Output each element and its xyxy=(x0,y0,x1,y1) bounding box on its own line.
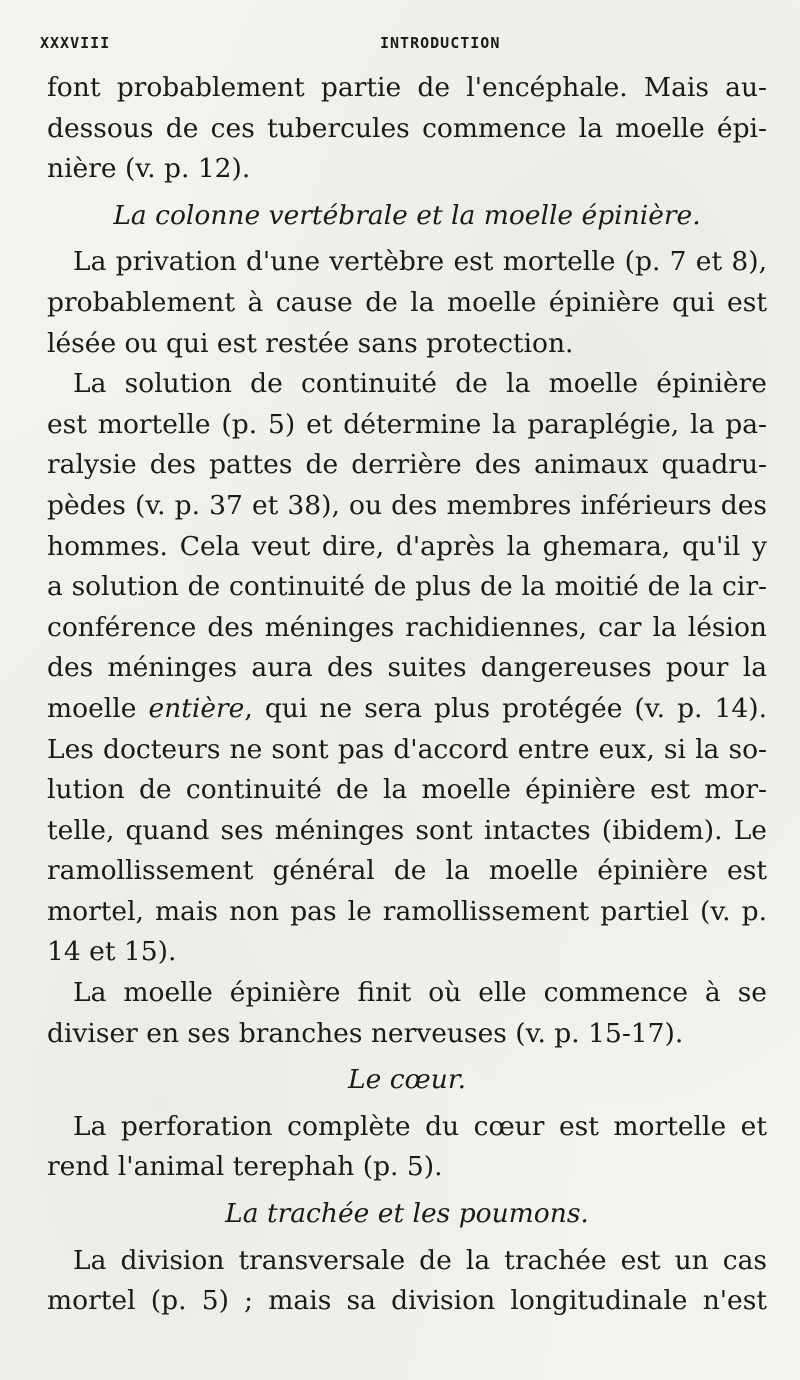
text-line: mortel, mais non pas le ramollissement partiel (v. p. xyxy=(47,895,767,927)
page-header xyxy=(40,34,760,58)
body-text xyxy=(47,68,767,1322)
text-line: dessous de ces tubercules commence la moelle épi- xyxy=(47,112,767,144)
text-line: Les docteurs ne sont pas d'accord entre eux, si la so- xyxy=(47,733,767,765)
text-line: La moelle épinière finit où elle commence à se xyxy=(73,977,767,1009)
text-line: des méninges aura des suites dangereuses pour la xyxy=(47,652,767,684)
page-number: XXXVIII xyxy=(40,34,111,52)
text-line: conférence des méninges rachidiennes, car la lésion xyxy=(47,611,767,643)
text-line: pèdes (v. p. 37 et 38), ou des membres inférieurs des xyxy=(47,489,767,521)
text-line: La solution de continuité de la moelle épinière xyxy=(73,368,767,400)
text-line: nière (v. p. 12). xyxy=(47,153,251,185)
text-line: diviser en ses branches nerveuses (v. p. 15-17). xyxy=(47,1017,684,1049)
text-line: a solution de continuité de plus de la moitié de la cir- xyxy=(47,571,767,603)
text-line: La perforation complète du cœur est mortelle et xyxy=(73,1110,767,1142)
text-line: lésée ou qui est restée sans protection. xyxy=(47,327,574,359)
text-line: La division transversale de la trachée est un cas xyxy=(73,1244,767,1276)
text-line: La privation d'une vertèbre est mortelle (p. 7 et 8), xyxy=(73,246,767,278)
text-line: ramollissement général de la moelle épinière est xyxy=(47,855,767,887)
running-title: INTRODUCTION xyxy=(380,34,501,52)
text-line: font probablement partie de l'encéphale. Mais au- xyxy=(47,72,767,103)
text-line: 14 et 15). xyxy=(47,936,177,968)
text-line: telle, quand ses méninges sont intactes (ibidem). Le xyxy=(47,814,767,846)
text-line: moelle entière, qui ne sera plus protégée (v. p. 14). xyxy=(47,692,767,724)
emphasized-word: entière xyxy=(148,692,245,724)
section-heading-vertebral-column: La colonne vertébrale et la moelle épinière. xyxy=(113,199,701,231)
text-line: hommes. Cela veut dire, d'après la ghemara, qu'il y xyxy=(47,530,767,562)
text-line: ralysie des pattes de derrière des animaux quadru- xyxy=(47,449,767,481)
text-line: rend l'animal terephah (p. 5). xyxy=(47,1151,443,1183)
text-line: lution de continuité de la moelle épinière est mor- xyxy=(47,774,767,806)
text-line: mortel (p. 5) ; mais sa division longitudinale n'est xyxy=(47,1285,767,1317)
text-line: est mortelle (p. 5) et détermine la paraplégie, la pa- xyxy=(47,408,767,440)
text-line: probablement à cause de la moelle épinière qui est xyxy=(47,286,767,318)
section-heading-heart: Le cœur. xyxy=(348,1064,466,1096)
section-heading-trachea: La trachée et les poumons. xyxy=(225,1198,589,1230)
